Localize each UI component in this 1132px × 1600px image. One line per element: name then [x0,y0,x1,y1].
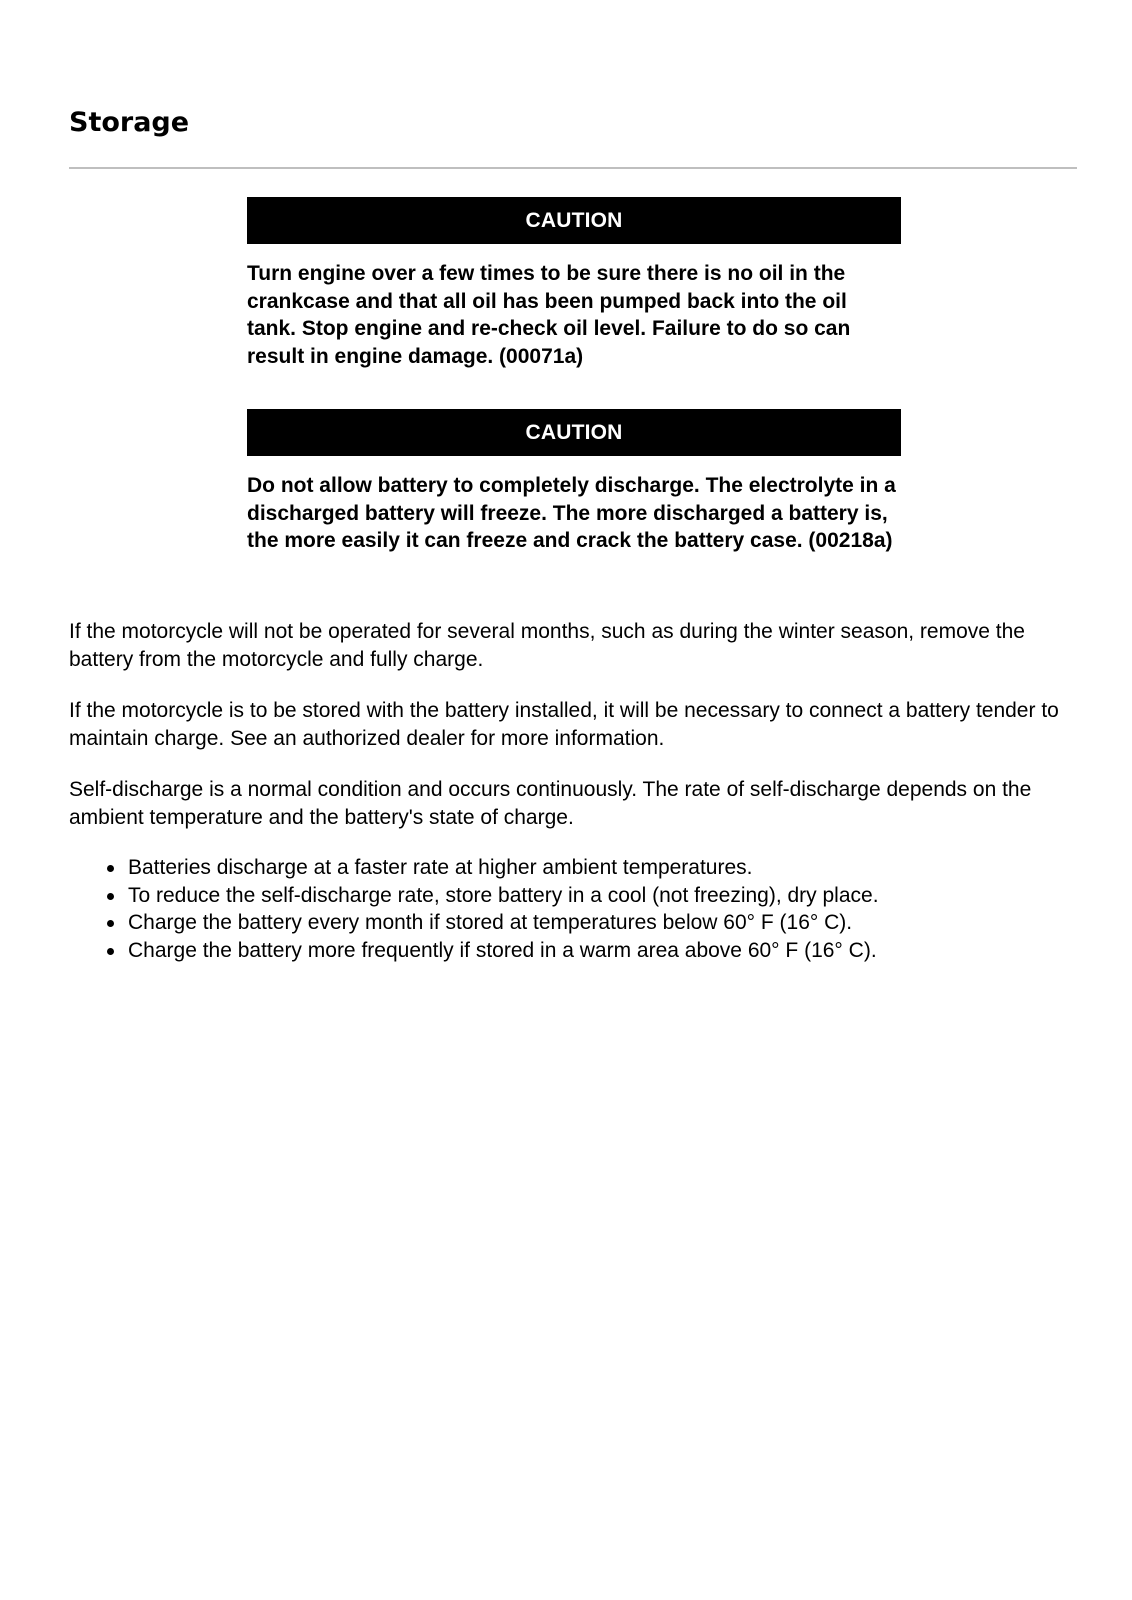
caution-header: CAUTION [247,409,901,456]
list-item: Charge the battery every month if stored at temperatures below 60° F (16° C). [128,909,1081,937]
caution-header: CAUTION [247,197,901,244]
list-item: Batteries discharge at a faster rate at higher ambient temperatures. [128,854,1081,882]
caution-block [247,409,901,555]
page-title: Storage [69,107,190,138]
caution-text: Do not allow battery to completely discharge. The electrolyte in a discharged battery will freeze. The more discharged a battery is, the more easily it can freeze and crack the battery case. (00218a) [247,474,896,552]
caution-text: Turn engine over a few times to be sure there is no oil in the crankcase and that all oil has been pumped back into the oil tank. Stop engine and re-check oil level. Failure to do so can result in engine damage. (00071a) [247,262,851,368]
body-paragraph: If the motorcycle is to be stored with the battery installed, it will be necessary to connect a battery tender to maintain charge. See an authorized dealer for more information. [69,699,1059,750]
body-paragraph: Self-discharge is a normal condition and occurs continuously. The rate of self-discharge depends on the ambient temperature and the battery's state of charge. [69,778,1032,829]
caution-block [247,197,901,370]
bullet-list [69,854,1081,964]
body-paragraph: If the motorcycle will not be operated for several months, such as during the winter season, remove the battery from the motorcycle and fully charge. [69,620,1025,671]
title-divider [69,167,1077,169]
list-item: To reduce the self-discharge rate, store battery in a cool (not freezing), dry place. [128,882,1081,910]
list-item: Charge the battery more frequently if stored in a warm area above 60° F (16° C). [128,937,1081,965]
